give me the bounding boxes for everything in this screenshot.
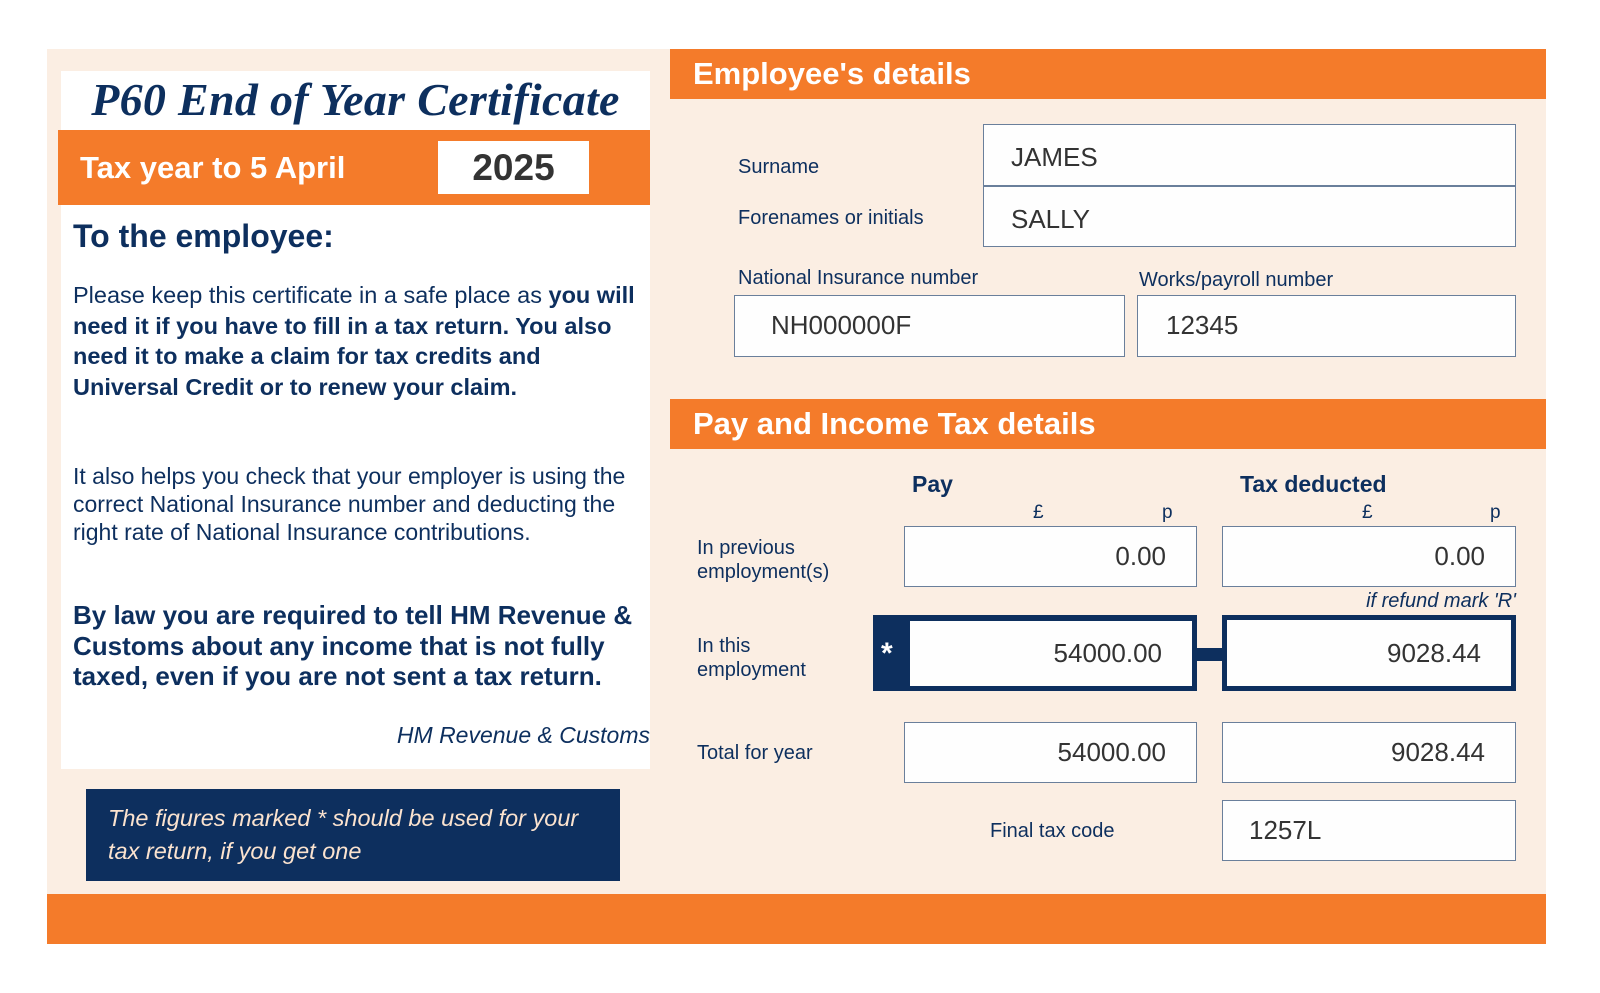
notice-paragraph-keep-safe bbox=[73, 280, 648, 402]
this-employment-tax-field: 9028.44 bbox=[1222, 615, 1516, 691]
notice-paragraph-keep-safe-normal: Please keep this certificate in a safe place as bbox=[73, 282, 549, 308]
surname-field: JAMES bbox=[1011, 142, 1098, 172]
total-pay-field: 54000.00 bbox=[904, 722, 1197, 783]
previous-pay-field: 0.00 bbox=[904, 526, 1197, 587]
footer-bar bbox=[47, 894, 1546, 944]
pay-column-header: Pay bbox=[912, 471, 953, 497]
tax-code-label: Final tax code bbox=[990, 820, 1115, 842]
asterisk-footnote: The figures marked * should be used for your tax return, if you get one bbox=[86, 789, 620, 881]
name-fields-divider bbox=[983, 185, 1516, 187]
notice-heading: To the employee: bbox=[73, 218, 334, 254]
forenames-label: Forenames or initials bbox=[738, 207, 924, 229]
hmrc-signature: HM Revenue & Customs bbox=[396, 722, 650, 748]
ni-number-field: NH000000F bbox=[734, 295, 1125, 357]
refund-note: if refund mark 'R' bbox=[1366, 590, 1516, 612]
total-for-year-label: Total for year bbox=[697, 742, 813, 764]
payroll-number-field: 12345 bbox=[1137, 295, 1516, 357]
tax-column-header: Tax deducted bbox=[1240, 471, 1387, 497]
previous-tax-field: 0.00 bbox=[1222, 526, 1516, 587]
total-tax-field: 9028.44 bbox=[1222, 722, 1516, 783]
tax-year-label: Tax year to 5 April bbox=[80, 150, 346, 185]
tax-year-value: 2025 bbox=[438, 141, 589, 194]
this-employment-label: In this employment bbox=[697, 635, 806, 681]
certificate-title: P60 End of Year Certificate bbox=[91, 74, 620, 125]
surname-label: Surname bbox=[738, 156, 820, 178]
notice-paragraph-check: It also helps you check that your employer is using the correct National Insurance number and deducting the right rate of National Insurance contributions. bbox=[73, 463, 626, 545]
previous-employment-label: In previous employment(s) bbox=[697, 537, 830, 583]
forenames-field: SALLY bbox=[1011, 204, 1091, 234]
pay-tax-connector bbox=[1197, 648, 1222, 661]
payroll-number-label: Works/payroll number bbox=[1139, 269, 1334, 291]
asterisk-marker: * bbox=[881, 637, 893, 670]
ni-number-label: National Insurance number bbox=[738, 267, 979, 289]
notice-paragraph-keep-safe-bold: you will need it if you have to fill in a tax return. You also need it to make a claim for tax credits and Universal Credit or to renew your claim. bbox=[73, 282, 635, 400]
pay-tax-heading: Pay and Income Tax details bbox=[670, 399, 1546, 449]
tax-code-field: 1257L bbox=[1222, 800, 1516, 861]
pay-pounds-unit: £ bbox=[1033, 502, 1044, 523]
employee-details-heading: Employee's details bbox=[670, 49, 1546, 99]
notice-paragraph-law: By law you are required to tell HM Revenue & Customs about any income that is not fully taxed, even if you are not sent a tax return. bbox=[73, 600, 633, 691]
pay-pence-unit: p bbox=[1162, 502, 1173, 523]
tax-pence-unit: p bbox=[1490, 502, 1501, 523]
this-employment-pay-field: 54000.00 bbox=[910, 621, 1192, 686]
tax-pounds-unit: £ bbox=[1362, 502, 1373, 523]
